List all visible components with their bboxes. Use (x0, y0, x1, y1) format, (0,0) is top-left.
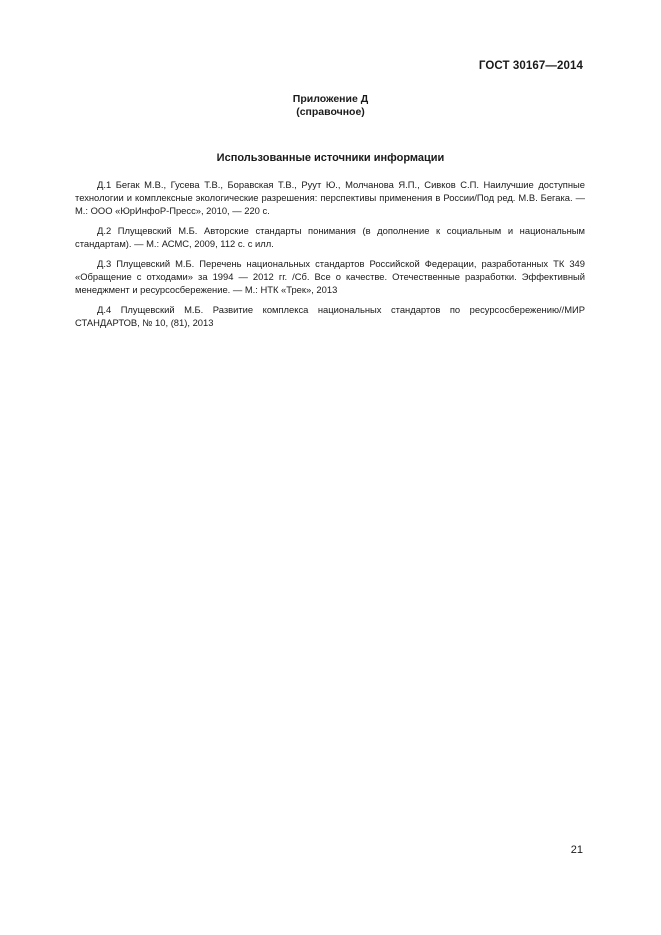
reference-item: Д.3 Плущевский М.Б. Перечень национальных стандартов Российской Федерации, разработанных ТК 349 «Обращение с отходами» за 1994 — 2012 гг. /Сб. Все о качестве. Отечественные разработки. Эффективный менеджмент и ресурсосбережение. — М.: НТК «Трек», 2013 (75, 258, 585, 296)
appendix-title: Приложение Д (292, 93, 369, 105)
reference-item: Д.2 Плущевский М.Б. Авторские стандарты понимания (в дополнение к социальным и национальным стандартам). — М.: АСМС, 2009, 112 с. с илл. (75, 225, 585, 250)
section-title: Использованные источники информации (216, 152, 445, 164)
standard-number: ГОСТ 30167—2014 (478, 60, 583, 72)
reference-item: Д.4 Плущевский М.Б. Развитие комплекса национальных стандартов по ресурсосбережению//МИР СТАНДАРТОВ, № 10, (81), 2013 (75, 304, 585, 329)
references-list (75, 178, 585, 336)
appendix-heading (0, 93, 661, 119)
appendix-subtitle: (справочное) (296, 106, 365, 118)
page-number: 21 (570, 844, 583, 856)
reference-item: Д.1 Бегак М.В., Гусева Т.В., Боравская Т.В., Руут Ю., Молчанова Я.П., Сивков С.П. Наилучшие доступные технологии и комплексные экологические разрешения: перспективы применения в России/Под ред. М.В. Бегака. — М.: ООО «ЮрИнфоР-Пресс», 2010, — 220 с. (75, 179, 585, 217)
